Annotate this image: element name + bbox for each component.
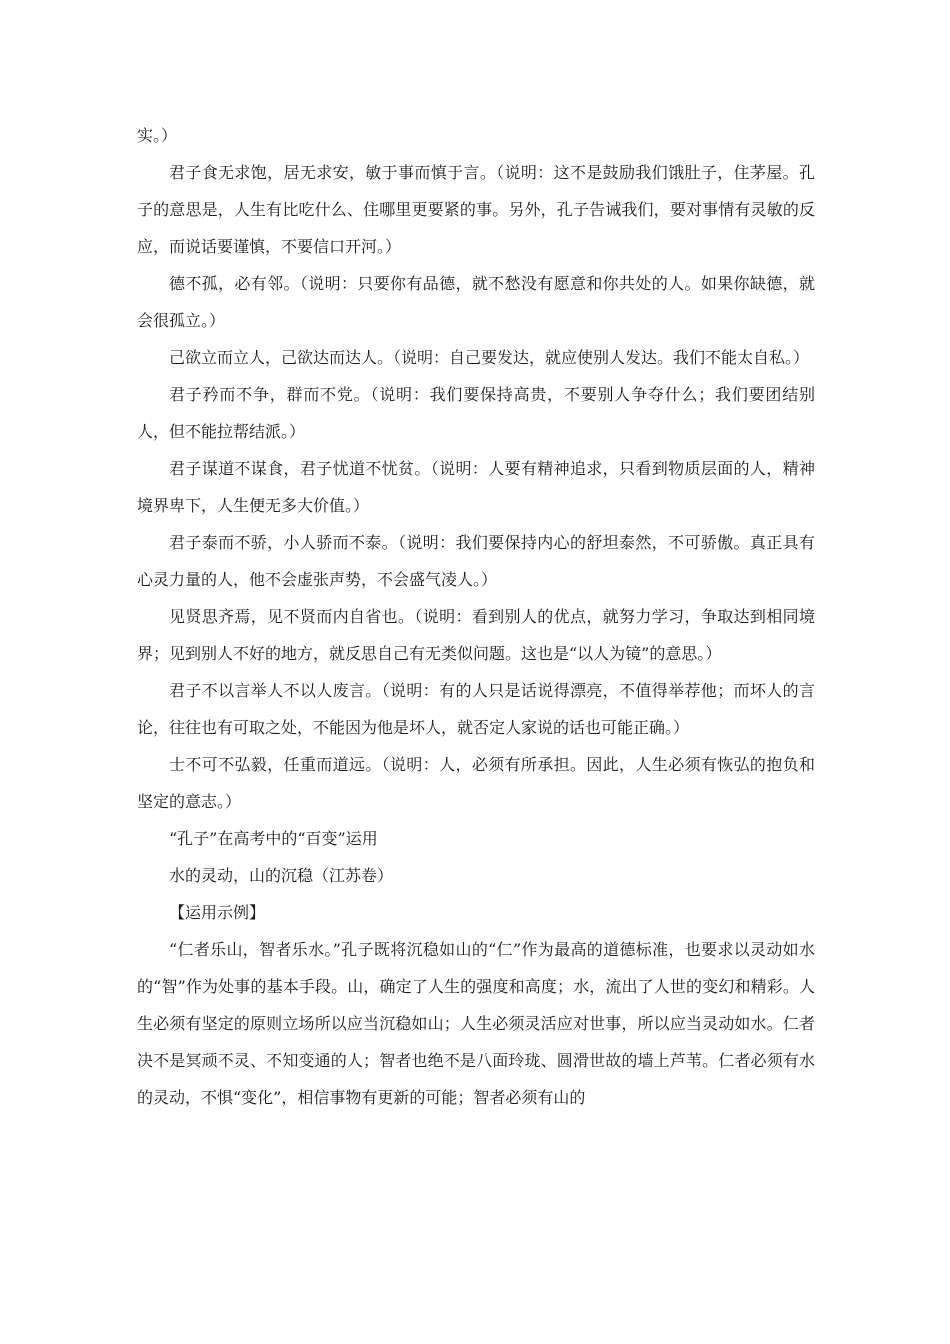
paragraph-quote-9: 士不可不弘毅，任重而道远。（说明：人，必须有所承担。因此，人生必须有恢弘的抱负和坚定的意志。） <box>137 755 815 811</box>
example-label: 【运用示例】 <box>169 903 266 922</box>
paragraph-quote-6: 君子泰而不骄，小人骄而不泰。（说明：我们要保持内心的舒坦泰然，不可骄傲。真正具有心灵力量的人，他不会虚张声势，不会盛气凌人。） <box>137 533 815 589</box>
paragraph-quote-2: 德不孤，必有邻。（说明：只要你有品德，就不愁没有愿意和你共处的人。如果你缺德，就会很孤立。） <box>137 274 815 330</box>
paragraph-quote-8: 君子不以言举人不以人废言。（说明：有的人只是话说得漂亮，不值得举荐他；而坏人的言论，往往也有可取之处，不能因为他是坏人，就否定人家说的话也可能正确。） <box>137 681 815 737</box>
paragraph-quote-1: 君子食无求饱，居无求安，敏于事而慎于言。（说明：这不是鼓励我们饿肚子，住茅屋。孔子的意思是，人生有比吃什么、住哪里更要紧的事。另外，孔子告诫我们，要对事情有灵敏的反应，而说话要谨慎，不要信口开河。） <box>137 163 815 256</box>
paragraph-quote-3: 己欲立而立人，己欲达而达人。（说明：自己要发达，就应使别人发达。我们不能太自私。） <box>169 348 810 367</box>
exam-topic-title: 水的灵动，山的沉稳（江苏卷） <box>169 866 394 885</box>
paragraph-quote-4: 君子矜而不争，群而不党。（说明：我们要保持高贵，不要别人争夺什么；我们要团结别人，但不能拉帮结派。） <box>137 385 815 441</box>
paragraph-continuation: 实。） <box>137 126 178 145</box>
paragraph-quote-5: 君子谋道不谋食，君子忧道不忧贫。（说明：人要有精神追求，只看到物质层面的人，精神境界卑下，人生便无多大价值。） <box>137 459 815 515</box>
document-page <box>137 117 815 1116</box>
paragraph-quote-7: 见贤思齐焉，见不贤而内自省也。（说明：看到别人的优点，就努力学习，争取达到相同境界；见到别人不好的地方，就反思自己有无类似问题。这也是“以人为镜”的意思。） <box>137 607 815 663</box>
section-heading: “孔子”在高考中的“百变”运用 <box>169 829 378 848</box>
example-paragraph: “仁者乐山，智者乐水。”孔子既将沉稳如山的“仁”作为最高的道德标准，也要求以灵动如水的“智”作为处事的基本手段。山，确定了人生的强度和高度；水，流出了人世的变幻和精彩。人生必须有坚定的原则立场所以应当沉稳如山；人生必须灵活应对世事，所以应当灵动如水。仁者决不是冥顽不灵、不知变通的人；智者也绝不是八面玲珑、圆滑世故的墙上芦苇。仁者必须有水的灵动，不惧“变化”，相信事物有更新的可能；智者必须有山的 <box>137 940 815 1107</box>
